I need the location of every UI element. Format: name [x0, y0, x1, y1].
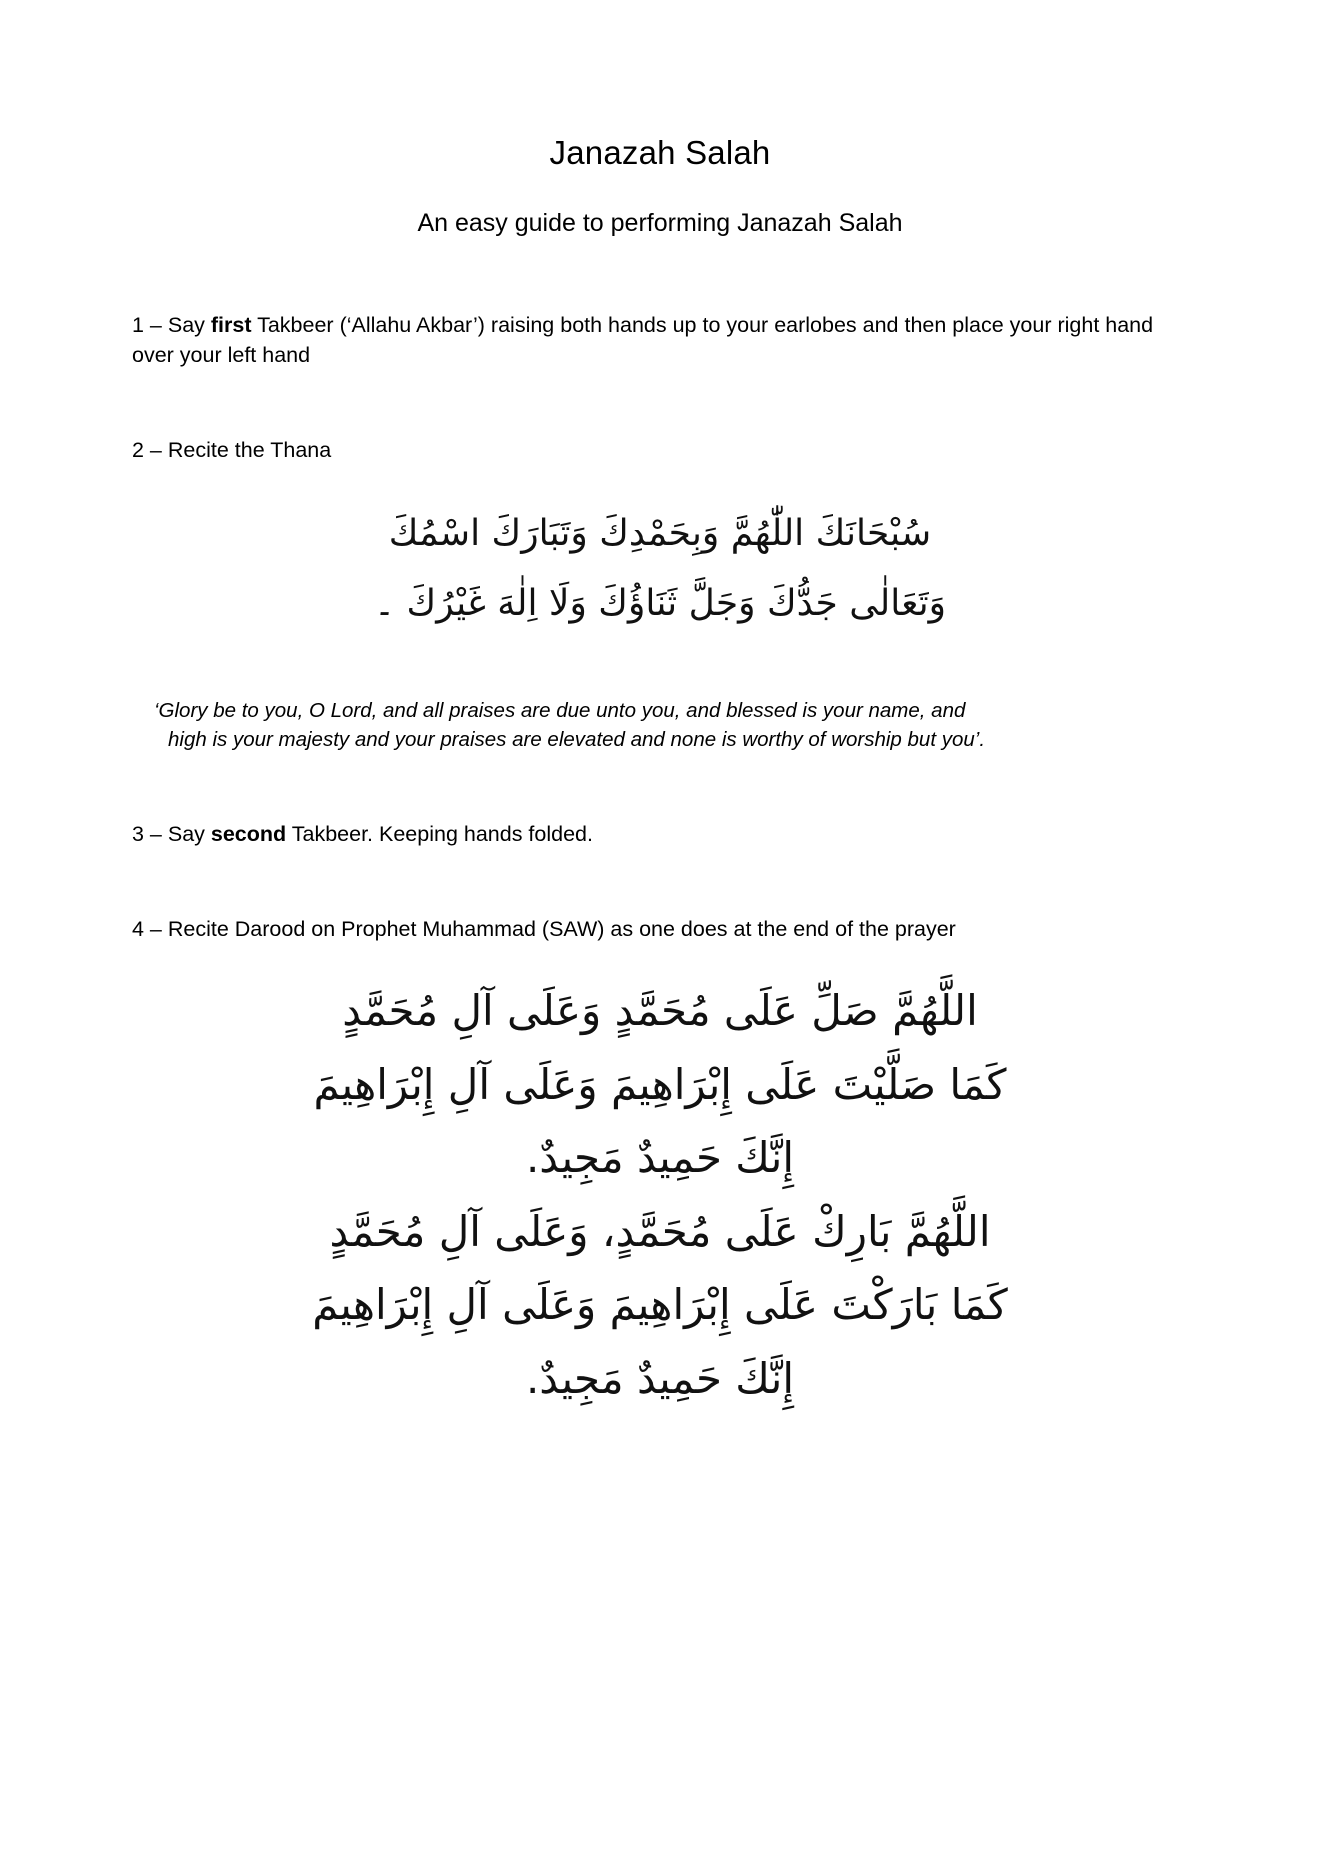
step-3-text — [132, 819, 1188, 850]
darood-arabic-line-3: إِنَّكَ حَمِيدٌ مَجِيدٌ. — [525, 1133, 795, 1183]
step-1-prefix: 1 – Say — [132, 312, 211, 337]
thana-arabic-line-1: سُبْحَانَكَ اللّٰهُمَّ وَبِحَمْدِكَ وَتَبَارَكَ اسْمُكَ — [388, 513, 932, 555]
spacer — [132, 850, 1188, 914]
darood-arabic-line-2: كَمَا صَلَّيْتَ عَلَى إِبْرَاهِيمَ وَعَلَى آلِ إِبْرَاهِيمَ — [313, 1059, 1007, 1109]
step-4-text — [132, 914, 1188, 945]
step-3-emphasis: second — [210, 822, 287, 847]
step-1-emphasis: first — [210, 312, 252, 337]
step-2-prefix: 2 – Recite the Thana — [132, 437, 332, 462]
thana-arabic-line-2: وَتَعَالٰى جَدُّكَ وَجَلَّ ثَنَاؤُكَ وَلَا اِلٰهَ غَيْرُكَ ۔ — [374, 583, 946, 625]
step-2-text — [132, 435, 1188, 466]
thana-translation-line-2: high is your majesty and your praises are elevated and none is worthy of worship but you’. — [168, 728, 986, 752]
step-3-prefix: 3 – Say — [132, 822, 211, 847]
page-subtitle: An easy guide to performing Janazah Salah — [417, 209, 903, 238]
page-title: Janazah Salah — [549, 134, 771, 171]
step-4-prefix: 4 – Recite Darood on Prophet Muhammad (SAW) as one does at the end of the prayer — [132, 916, 956, 941]
step-1-text — [132, 310, 1188, 371]
darood-arabic-line-5: كَمَا بَارَكْتَ عَلَى إِبْرَاهِيمَ وَعَلَى آلِ إِبْرَاهِيمَ — [312, 1280, 1008, 1330]
thana-translation — [132, 696, 1188, 755]
spacer — [132, 371, 1188, 435]
darood-arabic-line-1: اللَّهُمَّ صَلِّ عَلَى مُحَمَّدٍ وَعَلَى آلِ مُحَمَّدٍ — [342, 986, 978, 1036]
thana-arabic — [132, 499, 1188, 639]
step-1-suffix: Takbeer (‘Allahu Akbar’) raising both hands up to your earlobes and then place your right hand over your left hand — [132, 312, 1154, 368]
darood-arabic — [132, 974, 1188, 1415]
spacer — [132, 650, 1188, 696]
spacer — [132, 755, 1188, 819]
thana-translation-line-1: ‘Glory be to you, O Lord, and all praises are due unto you, and blessed is your name, and — [154, 698, 966, 722]
darood-arabic-line-6: إِنَّكَ حَمِيدٌ مَجِيدٌ. — [525, 1353, 795, 1403]
darood-arabic-line-4: اللَّهُمَّ بَارِكْ عَلَى مُحَمَّدٍ، وَعَلَى آلِ مُحَمَّدٍ — [329, 1206, 991, 1256]
step-3-suffix: Takbeer. Keeping hands folded. — [286, 822, 593, 847]
